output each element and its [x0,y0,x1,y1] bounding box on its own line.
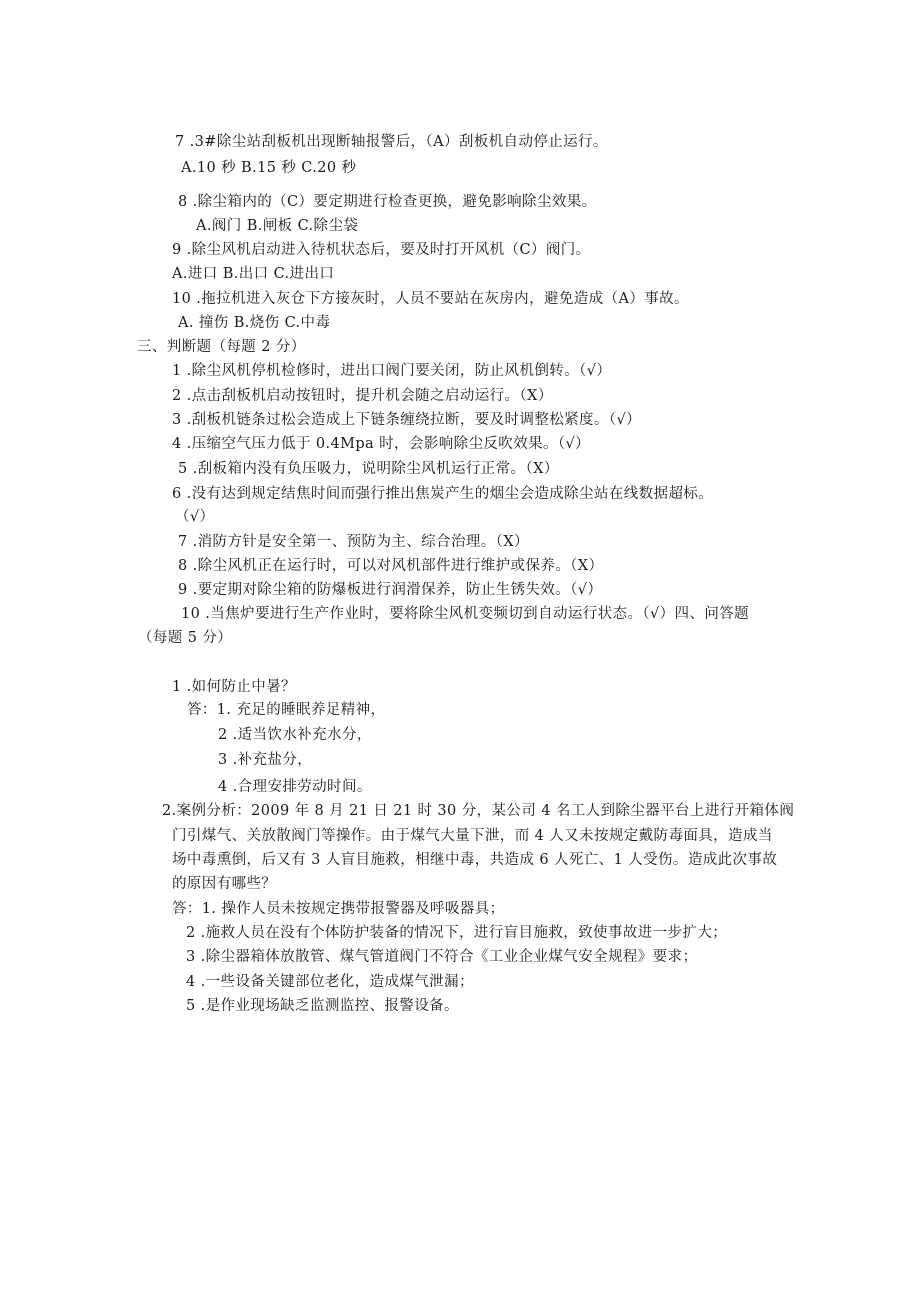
mcq-9-options: A.进口 B.出口 C.进出口 [172,266,335,282]
qa-1-question: 1 .如何防止中暑？ [172,679,296,695]
tf-4: 4 .压缩空气压力低于 0.4Mpa 时，会影响除尘反吹效果。（√） [172,436,591,452]
mcq-8-question: 8 .除尘箱内的（C）要定期进行检查更换，避免影响除尘效果。 [178,194,597,210]
mcq-10-options: A. 撞伤 B.烧伤 C.中毒 [178,315,331,331]
qa-2-case-line-2: 门引煤气、关放散阀门等操作。由于煤气大量下泄，而 4 人又未按规定戴防毒面具，造成当 [172,828,773,844]
mcq-10-question: 10 .拖拉机进入灰仓下方接灰时，人员不要站在灰房内，避免造成（A）事故。 [172,291,689,307]
qa-heading-score: （每题 5 分） [138,630,233,646]
tf-8: 8 .除尘风机正在运行时，可以对风机部件进行维护或保养。（X） [178,558,604,574]
qa-1-answer-2: 2 .适当饮水补充水分， [218,727,372,743]
mcq-9-question: 9 .除尘风机启动进入待机状态后，要及时打开风机（C）阀门。 [172,242,591,258]
qa-2-answer-4: 4 .一些设备关键部位老化，造成煤气泄漏； [186,974,474,990]
qa-2-answer-5: 5 .是作业现场缺乏监测监控、报警设备。 [186,998,459,1014]
mcq-7-options: A.10 秒 B.15 秒 C.20 秒 [181,160,357,176]
qa-1-answer-3: 3 .补充盐分， [218,752,313,768]
tf-6-answer: （√） [175,509,215,525]
qa-2-answer-1: 答：1. 操作人员未按规定携带报警器及呼吸器具； [172,901,505,917]
tf-1: 1 .除尘风机停机检修时，进出口阀门要关闭，防止风机倒转。（√） [172,363,612,379]
mcq-8-options: A.阀门 B.闸板 C.除尘袋 [196,218,359,234]
qa-1-answer-1: 答：1. 充足的睡眠养足精神， [187,702,386,718]
tf-9: 9 .要定期对除尘箱的防爆板进行润滑保养，防止生锈失效。（√） [178,582,603,598]
tf-7: 7 .消防方针是安全第一、预防为主、综合治理。（X） [178,534,529,550]
tf-3: 3 .刮板机链条过松会造成上下链条缠绕拉断，要及时调整松紧度。（√） [172,412,642,428]
qa-2-case-line-1: 2.案例分析：2009 年 8 月 21 日 21 时 30 分，某公司 4 名工人到除尘器平台上进行开箱体阀 [162,803,795,819]
tf-2: 2 .点击刮板机启动按钮时，提升机会随之启动运行。（X） [172,388,553,404]
qa-2-answer-3: 3 .除尘器箱体放散管、煤气管道阀门不符合《工业企业煤气安全规程》要求； [186,949,698,965]
tf-10-and-qa-heading: 10 .当焦炉要进行生产作业时，要将除尘风机变频切到自动运行状态。（√）四、问答题 [181,606,750,622]
tf-6: 6 .没有达到规定结焦时间而强行推出焦炭产生的烟尘会造成除尘站在线数据超标。 [172,486,714,502]
qa-2-answer-2: 2 .施救人员在没有个体防护装备的情况下，进行盲目施救，致使事故进一步扩大； [186,925,728,941]
mcq-7-question: 7 .3#除尘站刮板机出现断轴报警后，（A）刮板机自动停止运行。 [175,134,608,150]
qa-1-answer-4: 4 .合理安排劳动时间。 [218,779,372,795]
qa-2-case-line-4: 的原因有哪些？ [172,876,277,892]
qa-2-case-line-3: 场中毒熏倒，后又有 3 人盲目施救，相继中毒，共造成 6 人死亡、1 人受伤。造成此次事故 [172,852,778,868]
section-heading-true-false: 三、判断题（每题 2 分） [137,339,306,355]
tf-5: 5 .刮板箱内没有负压吸力，说明除尘风机运行正常。（X） [178,461,559,477]
